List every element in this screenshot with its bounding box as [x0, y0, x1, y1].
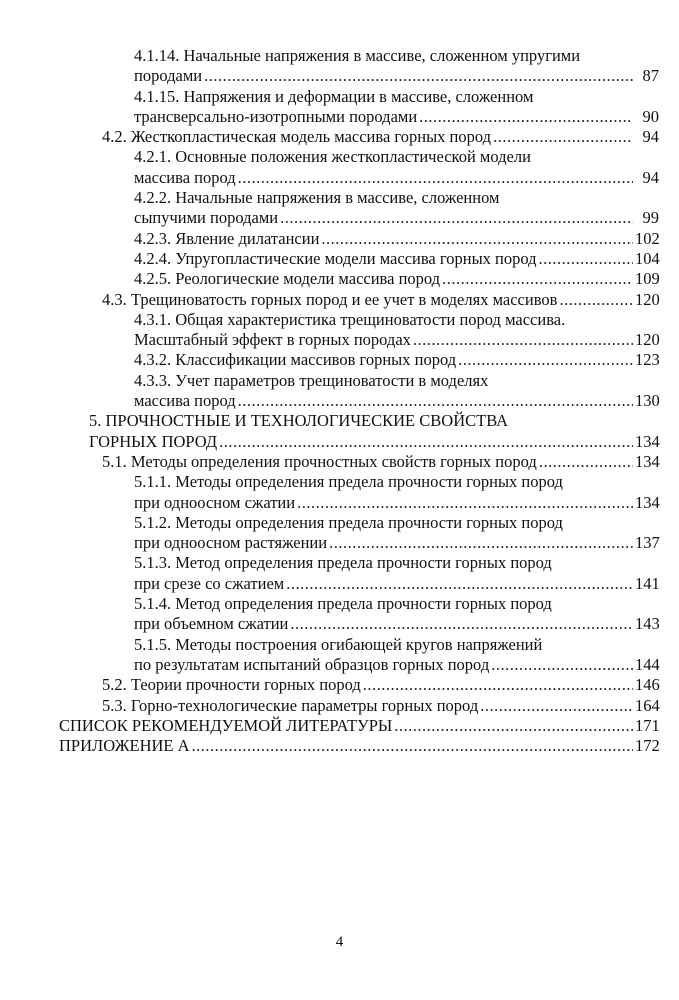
- dot-leader: [480, 696, 633, 716]
- toc-entry-title: трансверсально-изотропными породами: [134, 106, 418, 126]
- toc-entry-title-line: 5.1.5. Методы построения огибающей кругов напряжений: [134, 634, 543, 654]
- toc-entry[interactable]: [102, 290, 659, 310]
- toc-entry[interactable]: [134, 87, 659, 128]
- dot-leader: [539, 452, 633, 472]
- toc-entry-title-line: 4.3.1. Общая характеристика трещиноватости пород массива.: [134, 309, 566, 329]
- toc-entry-page: 134: [635, 451, 660, 471]
- toc-entry-title-line: 5. ПРОЧНОСТНЫЕ И ТЕХНОЛОГИЧЕСКИЕ СВОЙСТВА: [89, 411, 509, 431]
- toc-entry-page: 134: [635, 431, 660, 451]
- page-number: 4: [335, 934, 344, 950]
- toc-entry[interactable]: [134, 553, 659, 594]
- dot-leader: [238, 168, 633, 188]
- toc-chapter-entry[interactable]: [0, 411, 659, 452]
- toc-entry-page: 143: [635, 614, 660, 634]
- dot-leader: [394, 716, 633, 736]
- table-of-contents: [0, 46, 679, 756]
- toc-entry-title: при срезе со сжатием: [134, 573, 285, 593]
- toc-entry-page: 146: [635, 675, 660, 695]
- toc-entry[interactable]: [59, 736, 659, 756]
- toc-entry-title-line: 4.1.14. Начальные напряжения в массиве, сложенном упругими: [134, 46, 581, 65]
- toc-entry-page: 120: [635, 330, 660, 350]
- toc-entry-page: 109: [635, 269, 660, 289]
- toc-entry[interactable]: [134, 229, 659, 249]
- toc-entry[interactable]: [134, 371, 659, 412]
- dot-leader: [321, 229, 633, 249]
- toc-entry-page: 102: [635, 228, 660, 248]
- toc-entry-page: 164: [635, 695, 660, 715]
- toc-entry-title: СПИСОК РЕКОМЕНДУЕМОЙ ЛИТЕРАТУРЫ: [59, 715, 393, 735]
- toc-entry-page: 90: [642, 106, 659, 126]
- toc-entry[interactable]: [134, 269, 659, 289]
- dot-leader: [238, 391, 633, 411]
- toc-entry[interactable]: [134, 350, 659, 370]
- toc-entry-title: ПРИЛОЖЕНИЕ А: [59, 736, 190, 756]
- toc-entry-title-line: 4.3.3. Учет параметров трещиноватости в моделях: [134, 370, 489, 390]
- toc-entry-title: 5.3. Горно-технологические параметры горных пород: [102, 695, 479, 715]
- toc-entry-title: 5.1. Методы определения прочностных свойств горных пород: [102, 451, 537, 471]
- toc-entry-page: 172: [635, 736, 660, 756]
- dot-leader: [363, 675, 633, 695]
- toc-entry-page: 120: [635, 289, 660, 309]
- toc-entry-page: 123: [635, 350, 660, 370]
- toc-entry[interactable]: [134, 147, 659, 188]
- toc-entry-page: 94: [642, 167, 659, 187]
- toc-entry-title: при объемном сжатии: [134, 614, 289, 634]
- toc-entry[interactable]: [134, 513, 659, 554]
- toc-entry[interactable]: [134, 472, 659, 513]
- toc-entry-page: 99: [642, 208, 659, 228]
- toc-entry-title: 4.3. Трещиноватость горных пород и ее учет в моделях массивов: [102, 289, 558, 309]
- toc-entry-title: 5.2. Теории прочности горных пород: [102, 675, 361, 695]
- toc-entry-title-line: 5.1.4. Метод определения предела прочности горных пород: [134, 594, 552, 614]
- dot-leader: [286, 574, 633, 594]
- toc-entry[interactable]: [102, 675, 659, 695]
- toc-entry[interactable]: [102, 696, 659, 716]
- toc-entry-title: 4.2.3. Явление дилатансии: [134, 228, 320, 248]
- toc-entry-title-line: 4.1.15. Напряжения и деформации в массиве, сложенном: [134, 86, 534, 106]
- toc-entry-title-line: 5.1.1. Методы определения предела прочности горных пород: [134, 472, 563, 492]
- dot-leader: [290, 614, 633, 634]
- dot-leader: [329, 533, 633, 553]
- toc-entry-page: 104: [635, 248, 660, 268]
- dot-leader: [297, 493, 633, 513]
- toc-entry-title: 4.2.4. Упругопластические модели массива горных пород: [134, 248, 537, 268]
- dot-leader: [280, 208, 633, 228]
- toc-entry-title: 4.2. Жесткопластическая модель массива горных пород: [102, 127, 492, 147]
- dot-leader: [559, 290, 633, 310]
- dot-leader: [413, 330, 633, 350]
- dot-leader: [539, 249, 633, 269]
- toc-entry-title: сыпучими породами: [134, 208, 279, 228]
- dot-leader: [219, 432, 633, 452]
- toc-entry[interactable]: [102, 452, 659, 472]
- toc-entry[interactable]: [134, 188, 659, 229]
- toc-entry-page: 171: [635, 715, 660, 735]
- toc-entry-page: 87: [642, 66, 659, 86]
- dot-leader: [493, 127, 633, 147]
- toc-entry-title: массива пород: [134, 167, 236, 187]
- toc-entry[interactable]: [134, 635, 659, 676]
- toc-entry[interactable]: [134, 46, 659, 87]
- dot-leader: [419, 107, 633, 127]
- toc-entry-title: породами: [134, 66, 203, 86]
- toc-entry-title: массива пород: [134, 391, 236, 411]
- dot-leader: [491, 655, 633, 675]
- toc-entry-title: при одноосном сжатии: [134, 492, 296, 512]
- toc-entry-title: по результатам испытаний образцов горных пород: [134, 654, 490, 674]
- toc-entry-title: при одноосном растяжении: [134, 533, 328, 553]
- toc-entry-title: 4.2.5. Реологические модели массива пород: [134, 269, 441, 289]
- toc-entry-page: 137: [635, 533, 660, 553]
- toc-entry-title: 4.3.2. Классификации массивов горных пород: [134, 350, 457, 370]
- toc-entry-page: 130: [635, 391, 660, 411]
- toc-entry[interactable]: [59, 716, 659, 736]
- dot-leader: [192, 736, 633, 756]
- toc-entry[interactable]: [134, 594, 659, 635]
- dot-leader: [458, 350, 633, 370]
- toc-entry-title-line: 4.2.1. Основные положения жесткопластической модели: [134, 147, 531, 167]
- toc-entry[interactable]: [134, 249, 659, 269]
- dot-leader: [204, 66, 633, 86]
- toc-entry-title-line: 4.2.2. Начальные напряжения в массиве, сложенном: [134, 188, 500, 208]
- toc-entry[interactable]: [134, 310, 659, 351]
- toc-entry-page: 134: [635, 492, 660, 512]
- toc-entry-page: 94: [642, 127, 659, 147]
- toc-entry-page: 144: [635, 654, 660, 674]
- dot-leader: [442, 269, 633, 289]
- toc-entry[interactable]: [102, 127, 659, 147]
- toc-entry-title-line: 5.1.3. Метод определения предела прочности горных пород: [134, 553, 552, 573]
- toc-entry-title: ГОРНЫХ ПОРОД: [89, 431, 218, 451]
- toc-entry-title-line: 5.1.2. Методы определения предела прочности горных пород: [134, 512, 563, 532]
- toc-entry-title: Масштабный эффект в горных породах: [134, 330, 411, 350]
- toc-entry-page: 141: [635, 573, 660, 593]
